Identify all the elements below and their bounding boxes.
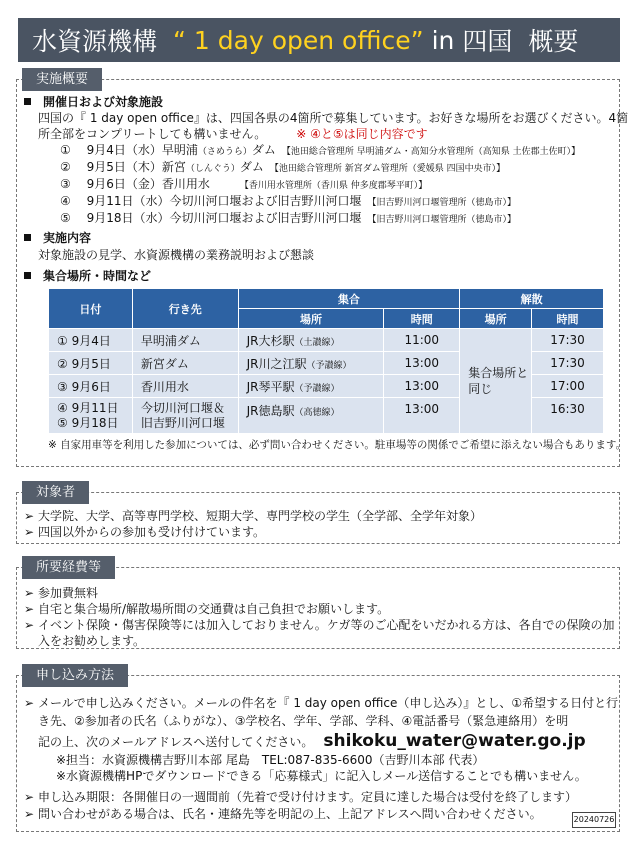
arrow-bullet-icon: ➢ <box>24 602 35 616</box>
square-bullet-icon <box>24 272 31 279</box>
table-row: ③ 9月6日 香川用水 JR琴平駅（予讃線） 13:00 17:00 <box>49 375 604 398</box>
table-row: ② 9月5日 新宮ダム JR川之江駅（予讃線） 13:00 17:30 <box>49 352 604 375</box>
list-item: ➢ 大学院、大学、高等専門学校、短期大学、専門学校の学生（全学部、全学年対象） <box>24 509 483 523</box>
title-prefix: 水資源機構 <box>32 27 158 56</box>
deadline-item: ➢ 申し込み期限：各開催日の一週間前（先着で受け付けます。定員に達した場合は受付を終了します） <box>24 790 578 804</box>
list-item: ➢ 参加費無料 <box>24 586 99 600</box>
date-item-2: ② 9月5日（木）新宮（しんぐう）ダム 【池田総合管理所 新宮ダム管理所（愛媛県 四国中央市）】 <box>60 160 506 174</box>
arrow-bullet-icon: ➢ <box>24 696 35 710</box>
col-dest: 行き先 <box>132 289 238 329</box>
heading-meeting: 集合場所・時間など <box>24 268 151 284</box>
document-code: 20240726 <box>572 812 616 828</box>
schedule-table <box>48 288 604 434</box>
date-item-4: ④ 9月11日（水）今切川河口堰および旧吉野川河口堰 【旧吉野川河口堰管理所（徳島市）】 <box>60 194 516 208</box>
col-place: 場所 <box>238 309 384 329</box>
col-time2: 時間 <box>532 309 604 329</box>
apply-line-2: き先、②参加者の氏名（ふりがな）、③学校名、学年、学部、学科、④電話番号（緊急連絡用）を明 <box>38 714 569 728</box>
email-address: shikoku_water@water.go.jp <box>323 731 586 751</box>
square-bullet-icon <box>24 98 31 105</box>
overview-tag: 実施概要 <box>22 68 102 91</box>
car-note: ※ 自家用車等を利用した参加については、必ず問い合わせください。駐車場等の関係でご希望に添えない場合もあります。 <box>48 439 627 451</box>
arrow-bullet-icon: ➢ <box>24 586 35 600</box>
title-in: in <box>431 25 455 55</box>
date-item-3: ③ 9月6日（金）香川用水 【香川用水管理所（香川県 仲多度郡琴平町）】 <box>60 177 428 191</box>
heading-dates: 開催日および対象施設 <box>24 94 163 110</box>
square-bullet-icon <box>24 234 31 241</box>
group-dismiss: 解散 <box>460 289 604 309</box>
date-item-1: ① 9月4日（水）早明浦（さめうら）ダム 【池田総合管理所 早明浦ダム・高知分水管理所（高知県 土佐郡土佐町）】 <box>60 143 581 157</box>
contact-text: ※担当：水資源機構吉野川本部 尾島 TEL:087-835-6600（吉野川本部 代表） <box>56 753 485 767</box>
arrow-bullet-icon: ➢ <box>24 618 35 632</box>
list-item: ➢ 四国以外からの参加も受け付けています。 <box>24 525 266 539</box>
apply-line-3: 記の上、次のメールアドレスへ送付してください。 shikoku_water@water.go.jp <box>38 731 586 751</box>
list-item-cont: 入をお勧めします。 <box>38 634 146 648</box>
table-row: ① 9月4日 早明浦ダム JR大杉駅（土讃線） 11:00 集合場所と 同じ 17:30 <box>49 329 604 352</box>
apply-tag: 申し込み方法 <box>22 664 128 687</box>
col-place2: 場所 <box>460 309 532 329</box>
list-item: ➢ 自宅と集合場所/解散場所間の交通費は自己負担でお願いします。 <box>24 602 390 616</box>
intro-line-2: 所全部をコンプリートしても構いません。 ※ ④と⑤は同じ内容です <box>38 127 428 141</box>
content-text: 対象施設の見学、水資源機構の業務説明および懇談 <box>38 248 315 262</box>
title-region: 四国 <box>462 27 513 56</box>
same-content-note: ※ ④と⑤は同じ内容です <box>296 127 428 141</box>
title-suffix: 概要 <box>528 27 579 56</box>
title-banner <box>18 18 620 62</box>
list-item: ➢ イベント保険・傷害保険等には加入しておりません。ケガ等のご心配をいだかれる方は、各自での保険の加 <box>24 618 615 632</box>
cost-tag: 所要経費等 <box>22 556 115 579</box>
apply-line-1: ➢ メールで申し込みください。メールの件名を『 1 day open office（申し込み）』とし、①希望する日付と行 <box>24 696 619 710</box>
arrow-bullet-icon: ➢ <box>24 509 35 523</box>
title-highlight: “ 1 day open office” <box>173 25 424 55</box>
col-date: 日付 <box>49 289 133 329</box>
heading-content: 実施内容 <box>24 230 91 246</box>
dismiss-place: 集合場所と 同じ <box>460 329 532 434</box>
target-tag: 対象者 <box>22 481 89 504</box>
arrow-bullet-icon: ➢ <box>24 807 35 821</box>
arrow-bullet-icon: ➢ <box>24 525 35 539</box>
table-row: ④ 9月11日 ⑤ 9月18日 今切川河口堰＆ 旧吉野川河口堰 JR徳島駅（高徳線） 13:00 16:30 <box>49 398 604 434</box>
col-time: 時間 <box>384 309 460 329</box>
arrow-bullet-icon: ➢ <box>24 790 35 804</box>
date-item-5: ⑤ 9月18日（水）今切川河口堰および旧吉野川河口堰 【旧吉野川河口堰管理所（徳島市）】 <box>60 211 516 225</box>
group-meet: 集合 <box>238 289 460 309</box>
hp-text: ※水資源機構HPでダウンロードできる「応募様式」に記入しメール送信することでも構いません。 <box>56 769 587 783</box>
inquiry-item: ➢ 問い合わせがある場合は、氏名・連絡先等を明記の上、上記アドレスへ問い合わせください。 <box>24 807 542 821</box>
intro-line-1: 四国の『 1 day open office』は、四国各県の4箇所で募集しています。お好きな場所をお選びください。4箇 <box>38 111 629 125</box>
